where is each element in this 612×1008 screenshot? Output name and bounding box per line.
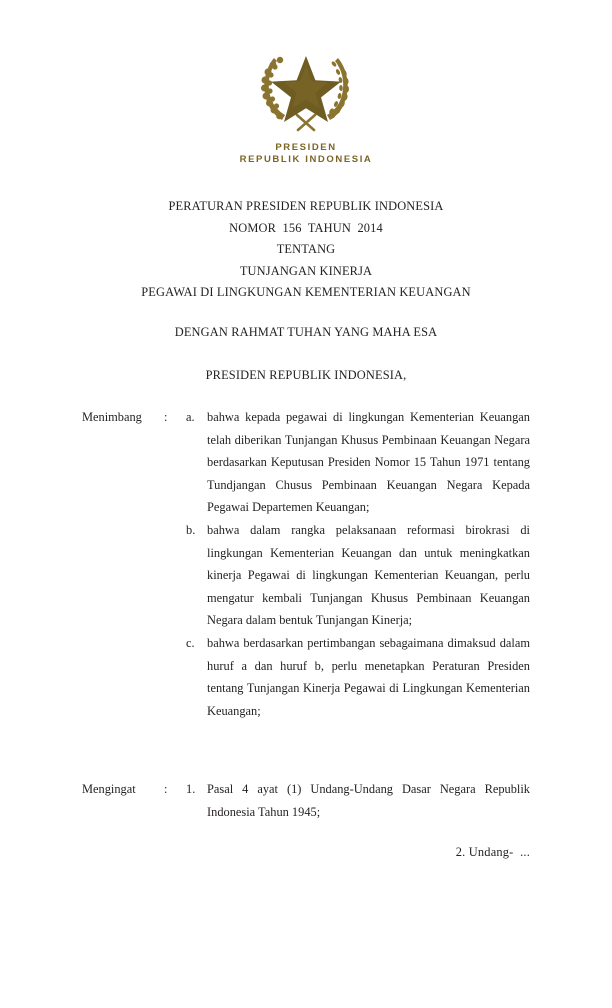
- menimbang-colon: :: [164, 410, 168, 424]
- indonesian-national-emblem-star-wreath-icon: [254, 42, 358, 136]
- menimbang-label: Menimbang: [82, 410, 142, 424]
- title-line-tentang: TENTANG: [276, 242, 336, 256]
- menimbang-item-c: [186, 632, 530, 722]
- national-emblem-block: [0, 42, 612, 166]
- mengingat-item-1-text: Pasal 4 ayat (1) Undang-Undang Dasar Negara Republik Indonesia Tahun 1945;: [207, 782, 530, 819]
- document-title-block: [0, 196, 612, 304]
- title-line-subject: TUNJANGAN KINERJA: [239, 263, 373, 278]
- title-line-regulation: PERATURAN PRESIDEN REPUBLIK INDONESIA: [168, 199, 444, 213]
- menimbang-item-b-text: bahwa dalam rangka pelaksanaan reformasi birokrasi di lingkungan Kementerian Keuangan dan untuk meningkatkan kinerja Pegawai di lingkungan Kementerian Keuangan, perlu mengatur kembali Tunjangan Khusus Pembinaan Keuangan Negara dalam bentuk Tunjangan Kinerja;: [207, 522, 530, 628]
- menimbang-item-a-text: bahwa kepada pegawai di lingkungan Kementerian Keuangan telah diberikan Tunjangan Khusus Pembinaan Keuangan Negara berdasarkan Keputusan Presiden Nomor 15 Tahun 1971 tentang Tundjangan Chusus Pembinaan Keuangan Negara Kepada Pegawai Departemen Keuangan;: [207, 410, 530, 515]
- emblem-caption: [0, 142, 612, 166]
- emblem-caption-line-2: REPUBLIK INDONESIA: [239, 154, 373, 165]
- menimbang-item-b: [186, 519, 530, 632]
- menimbang-item-a-marker: a.: [186, 410, 195, 424]
- statement-rahmat: DENGAN RAHMAT TUHAN YANG MAHA ESA: [174, 325, 438, 339]
- title-line-number: NOMOR 156 TAHUN 2014: [229, 220, 383, 235]
- mengingat-row: [82, 778, 530, 823]
- mengingat-item-1-marker: 1.: [186, 782, 196, 796]
- emblem-caption-line-1: PRESIDEN: [275, 142, 337, 153]
- page-continuation-marker: 2. Undang- ...: [455, 845, 530, 859]
- menimbang-item-c-marker: c.: [186, 635, 195, 650]
- menimbang-row: [82, 406, 530, 722]
- mengingat-item-1: [186, 778, 530, 823]
- menimbang-item-a: [186, 406, 530, 519]
- title-line-scope: PEGAWAI DI LINGKUNGAN KEMENTERIAN KEUANGAN: [141, 285, 471, 299]
- mengingat-section: [82, 778, 530, 823]
- menimbang-items: [186, 406, 530, 722]
- mengingat-colon: :: [164, 782, 168, 796]
- mengingat-label: Mengingat: [82, 782, 136, 796]
- mengingat-items: [186, 778, 530, 823]
- menimbang-section: [82, 406, 530, 722]
- menimbang-item-b-marker: b.: [186, 522, 196, 537]
- statement-presiden: PRESIDEN REPUBLIK INDONESIA,: [205, 368, 407, 382]
- menimbang-item-c-text: bahwa berdasarkan pertimbangan sebagaimana dimaksud dalam huruf a dan huruf b, perlu menetapkan Peraturan Presiden tentang Tunjangan Kinerja Pegawai di Lingkungan Kementerian Keuangan;: [207, 635, 530, 718]
